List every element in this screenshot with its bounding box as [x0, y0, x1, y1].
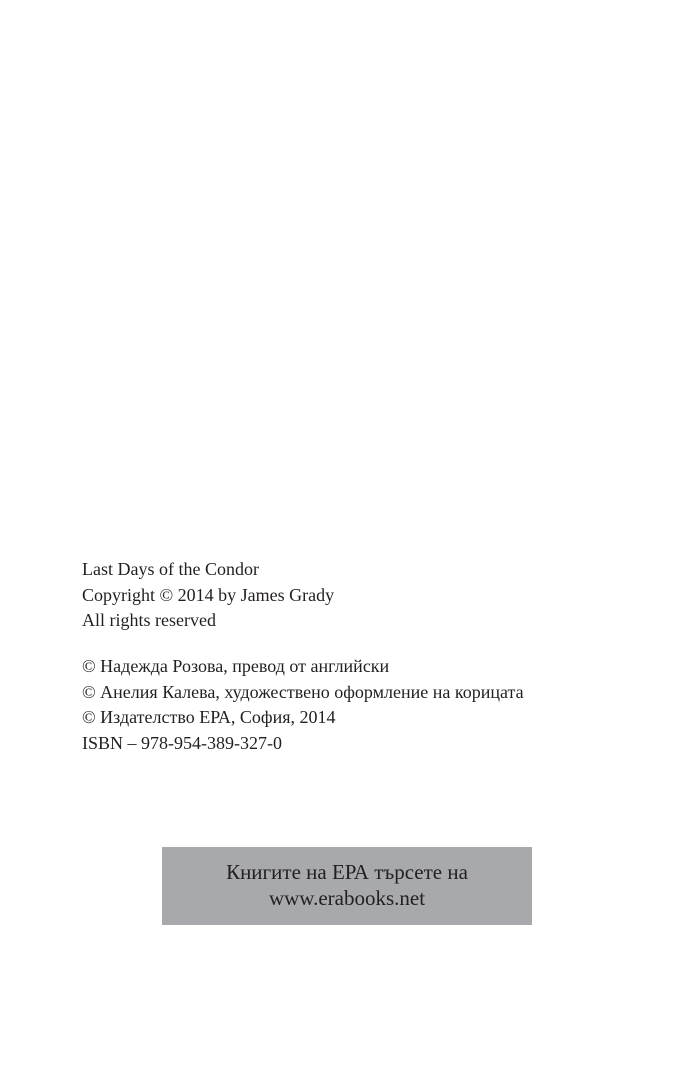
publisher-credit: © Издателство ЕРА, София, 2014	[82, 707, 336, 727]
original-copyright-block	[82, 557, 334, 634]
cover-design-credit: © Анелия Калева, художествено оформление на корицата	[82, 681, 524, 702]
isbn: ISBN – 978-954-389-327-0	[82, 732, 282, 753]
bulgarian-edition-block	[82, 654, 524, 756]
original-copyright-notice: Copyright © 2014 by James Grady	[82, 584, 335, 605]
original-title: Last Days of the Condor	[82, 559, 259, 579]
translator-credit: © Надежда Розова, превод от английски	[82, 656, 390, 676]
rights-reserved: All rights reserved	[82, 610, 216, 630]
publisher-website-banner	[162, 847, 532, 925]
website-link[interactable]: www.erabooks.net	[268, 886, 426, 910]
banner-text: Книгите на ЕРА търсете на	[226, 860, 468, 884]
